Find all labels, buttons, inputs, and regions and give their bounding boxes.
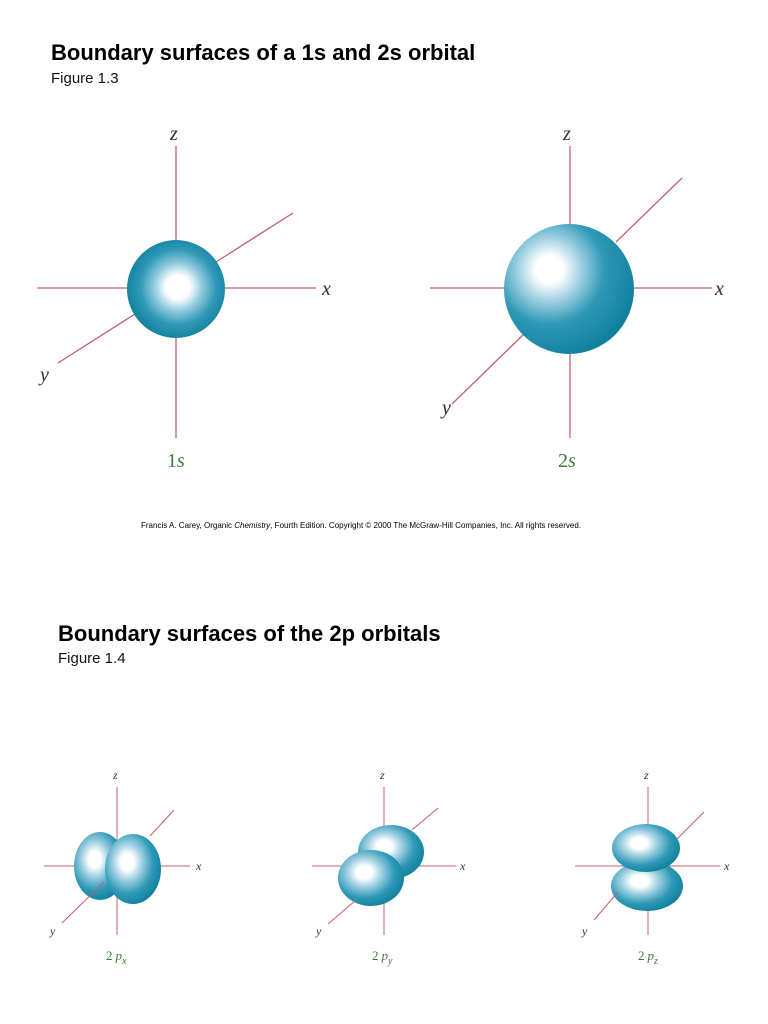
credit-text-italic: Chemistry [234, 521, 271, 530]
axis-y-front [594, 892, 618, 920]
orbital-label-number: 2 [106, 948, 113, 963]
axis-label-x: x [715, 278, 724, 300]
orbital-label-letter: p [115, 948, 122, 963]
section2-title: Boundary surfaces of the 2p orbitals [58, 621, 441, 646]
orbital-label-letter: p [647, 948, 654, 963]
orbital-label-2pz [638, 948, 658, 967]
orbital-2px-lobe-front [105, 834, 161, 904]
copyright-credit [141, 521, 581, 530]
orbital-label-number: 2 [372, 948, 379, 963]
orbital-2py-lobe-front [338, 850, 404, 906]
axis-label-z: z [563, 123, 571, 145]
axis-label-x: x [460, 859, 466, 873]
diagram-1s [37, 123, 331, 472]
diagram-2py [312, 768, 466, 967]
orbital-label-letter: p [381, 948, 388, 963]
orbital-label-2py [372, 948, 393, 967]
orbital-label-number: 1 [167, 450, 177, 472]
axis-label-z: z [113, 768, 118, 782]
credit-text-before: Francis A. Carey, Organic [141, 521, 235, 530]
axis-y-back [676, 812, 704, 840]
orbital-label-number: 2 [558, 450, 568, 472]
axis-y-front [58, 314, 135, 363]
diagram-2pz [575, 768, 730, 967]
axis-y-front [328, 900, 356, 924]
axis-label-x: x [724, 859, 730, 873]
axis-label-y: y [316, 924, 322, 938]
diagram-2s [430, 123, 724, 472]
axis-label-x: x [322, 278, 331, 300]
orbital-label-subscript: y [388, 956, 393, 967]
section1-title: Boundary surfaces of a 1s and 2s orbital [51, 40, 476, 65]
orbital-2s-sphere [504, 224, 634, 354]
section2-figure-number: Figure 1.4 [58, 650, 126, 667]
orbital-label-2s [558, 450, 576, 472]
axis-label-y: y [40, 364, 49, 386]
orbital-label-letter: s [568, 450, 576, 472]
axis-label-z: z [170, 123, 178, 145]
axis-label-y: y [442, 397, 451, 419]
credit-text-after: , Fourth Edition. Copyright © 2000 The McGraw-Hill Companies, Inc. All rights reserved. [270, 521, 581, 530]
orbital-2pz-lobe-upper [612, 824, 680, 872]
axis-label-z: z [380, 768, 385, 782]
axis-y-back [150, 810, 174, 836]
axis-label-y: y [50, 924, 56, 938]
axis-y-back [412, 808, 438, 830]
orbital-label-subscript: x [122, 956, 127, 967]
orbital-1s-sphere [127, 240, 225, 338]
orbital-label-number: 2 [638, 948, 645, 963]
diagram-2px [44, 768, 202, 967]
axis-label-y: y [582, 924, 588, 938]
orbital-label-2px [106, 948, 127, 967]
axis-y-front [452, 334, 524, 404]
axis-y-back [616, 178, 682, 242]
orbital-label-subscript: z [654, 956, 658, 967]
orbital-label-1s [167, 450, 185, 472]
axis-label-x: x [196, 859, 202, 873]
section1-figure-number: Figure 1.3 [51, 70, 119, 87]
axis-label-z: z [644, 768, 649, 782]
orbital-label-letter: s [177, 450, 185, 472]
axis-y-back [216, 213, 293, 262]
